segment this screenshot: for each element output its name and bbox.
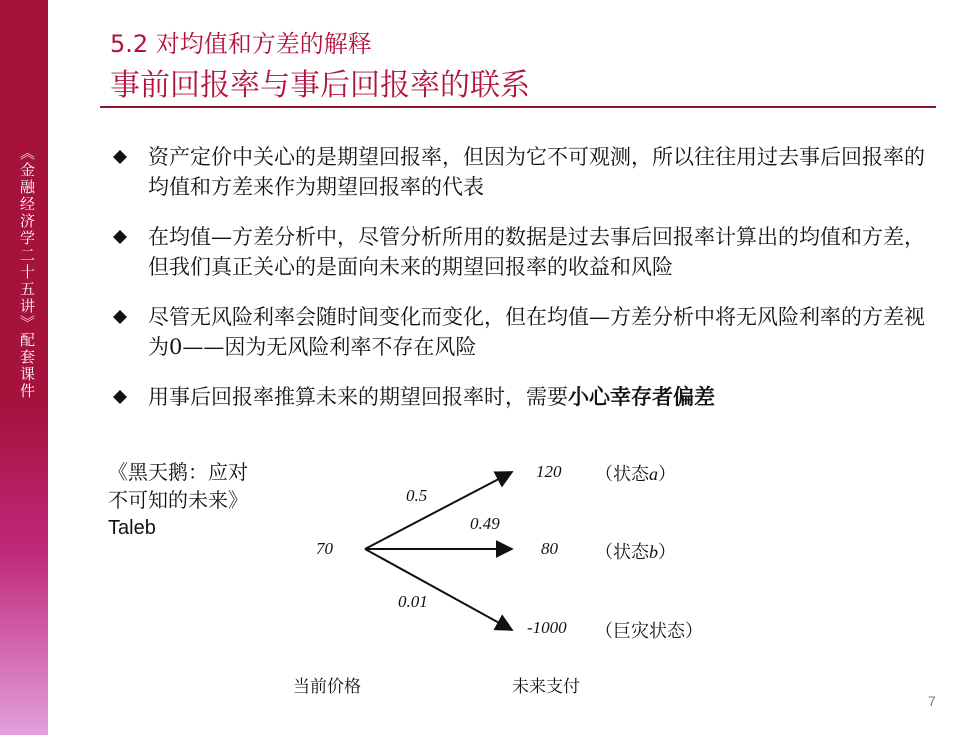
- payoff-disaster: -1000: [527, 618, 567, 637]
- page-number: 7: [928, 693, 936, 709]
- current-price-value: 70: [316, 539, 333, 558]
- state-label-a: （状态a）: [595, 464, 676, 485]
- branch-prob-a: 0.5: [406, 486, 428, 505]
- bullet-text: 用事后回报率推算未来的期望回报率时，需要: [148, 385, 568, 409]
- branch-arrow-up: [365, 472, 512, 549]
- bullet-text: 资产定价中关心的是期望回报率，但因为它不可观测，所以往往用过去事后回报率的均值和方差来作为期望回报率的代表: [148, 145, 925, 199]
- sidebar-course-title: 《金融经济学二十五讲》配套课件: [18, 145, 36, 400]
- bullet-text: 尽管无风险利率会随时间变化而变化，但在均值—方差分析中将无风险利率的方差视为0——因为无风险利率不存在风险: [148, 305, 925, 359]
- survivorship-bias-highlight: 小心幸存者偏差: [568, 385, 715, 409]
- payoff-a: 120: [536, 462, 562, 481]
- state-label-disaster: （巨灾状态）: [595, 621, 703, 642]
- future-payoff-caption: 未来支付: [512, 677, 580, 697]
- branch-arrow-down: [365, 549, 512, 630]
- book-title-line2: 不可知的未来》: [108, 488, 248, 512]
- payoff-b: 80: [541, 539, 558, 558]
- book-author: Taleb: [108, 517, 156, 539]
- book-title-line1: 《黑天鹅：应对: [108, 460, 248, 484]
- branch-prob-disaster: 0.01: [398, 592, 428, 611]
- branch-prob-b: 0.49: [470, 514, 500, 533]
- state-label-b: （状态b）: [595, 542, 676, 563]
- section-subtitle: 5.2 对均值和方差的解释: [110, 30, 372, 58]
- slide-title: 事前回报率与事后回报率的联系: [110, 68, 530, 103]
- bullet-text: 在均值—方差分析中，尽管分析所用的数据是过去事后回报率计算出的均值和方差，但我们真正关心的是面向未来的期望回报率的收益和风险: [148, 225, 925, 279]
- current-price-caption: 当前价格: [293, 677, 361, 697]
